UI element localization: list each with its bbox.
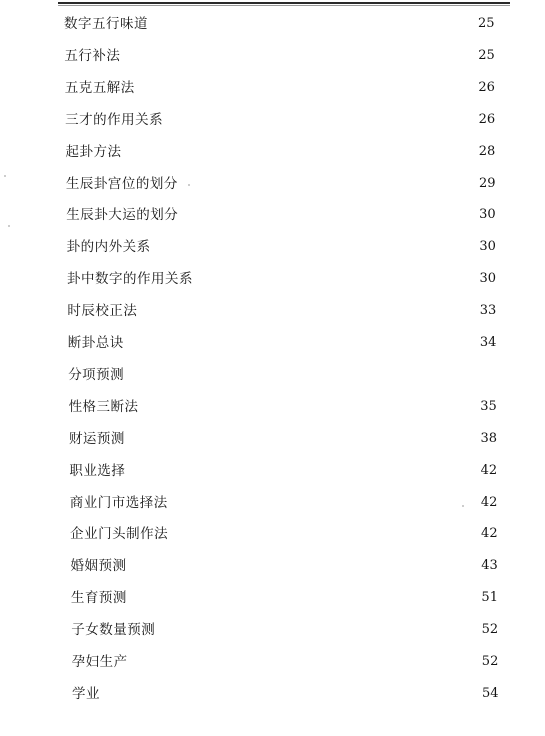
toc-entry[interactable] — [0, 427, 545, 451]
toc-entry[interactable] — [0, 331, 545, 355]
toc-entry-title: 三才的作用关系 — [65, 111, 164, 128]
toc-entry[interactable] — [0, 203, 545, 227]
toc-entry-title: 数字五行味道 — [64, 16, 148, 32]
toc-entry-title: 职业选择 — [69, 462, 126, 479]
toc-entry-title: 生辰卦大运的划分 — [66, 207, 179, 224]
toc-entry-title: 卦的内外关系 — [66, 239, 151, 256]
toc-entry[interactable] — [0, 76, 545, 100]
toc-entry-title: 生辰卦宫位的划分 — [65, 175, 178, 192]
toc-entry-page-number: 26 — [478, 111, 496, 127]
toc-entry-title: 时辰校正法 — [67, 303, 138, 320]
toc-entry-page-number: 35 — [480, 398, 497, 414]
toc-entry-page-number: 52 — [481, 622, 499, 638]
toc-entry-title: 性格三断法 — [68, 398, 139, 415]
toc-entry-title: 商业门市选择法 — [69, 494, 168, 511]
toc-entry[interactable] — [0, 491, 545, 515]
toc-entry-title: 学业 — [72, 685, 100, 702]
toc-entry-page-number: 30 — [479, 239, 496, 255]
toc-entry-title: 婚姻预测 — [70, 558, 127, 575]
toc-entry[interactable] — [0, 522, 545, 546]
toc-entry-page-number: 25 — [478, 47, 495, 63]
toc-entry[interactable] — [0, 395, 545, 419]
toc-entry-page-number: 30 — [479, 271, 497, 287]
toc-entry-title: 企业门头制作法 — [70, 526, 169, 543]
toc-entry-title: 财运预测 — [68, 430, 125, 447]
toc-entry-page-number: 29 — [478, 175, 496, 191]
toc-entry[interactable] — [0, 650, 545, 674]
toc-entry-title: 卦中数字的作用关系 — [67, 271, 194, 288]
toc-entry[interactable] — [0, 172, 545, 196]
toc-entry[interactable] — [0, 140, 545, 164]
toc-entry-title: 分项预测 — [68, 366, 125, 383]
toc-entry-page-number: 54 — [482, 685, 499, 701]
toc-entry-page-number: 42 — [480, 462, 498, 478]
toc-entry-title: 子女数量预测 — [71, 622, 156, 639]
toc-entry-title: 五克五解法 — [64, 79, 135, 96]
toc-entry[interactable] — [0, 12, 545, 36]
toc-entry-page-number: 52 — [481, 654, 499, 669]
toc-entry-title: 五行补法 — [64, 47, 121, 64]
toc-entry-page-number: 38 — [480, 430, 498, 446]
toc-entry-page-number: 33 — [479, 303, 497, 319]
toc-entry-page-number: 43 — [481, 558, 498, 574]
toc-entry-page-number: 42 — [480, 494, 498, 510]
toc-entry-title: 孕妇生产 — [71, 654, 128, 670]
toc-entry-page-number: 26 — [478, 79, 495, 95]
toc-entry[interactable] — [0, 44, 545, 68]
toc-entry[interactable] — [0, 267, 545, 291]
toc-entry-page-number: 42 — [481, 526, 498, 542]
toc-entry-page-number: 25 — [478, 16, 495, 31]
toc-entry-title: 断卦总诀 — [67, 335, 124, 351]
toc-entry-page-number: 51 — [481, 590, 498, 606]
toc-entry[interactable] — [0, 108, 545, 132]
toc-entry-title: 生育预测 — [70, 590, 127, 607]
toc-entry-page-number: 30 — [479, 207, 496, 223]
toc-entry[interactable] — [0, 586, 545, 610]
toc-entry-page-number: 28 — [478, 143, 496, 159]
toc-entry[interactable] — [0, 618, 545, 642]
toc-entry-page-number: 34 — [479, 335, 497, 350]
toc-entry[interactable] — [0, 554, 545, 578]
toc-entry[interactable] — [0, 299, 545, 323]
toc-entry[interactable] — [0, 459, 545, 483]
toc-entry[interactable] — [0, 682, 545, 706]
toc-entry[interactable] — [0, 235, 545, 259]
toc-entry-title: 起卦方法 — [65, 143, 122, 160]
toc-entry[interactable] — [0, 363, 545, 387]
